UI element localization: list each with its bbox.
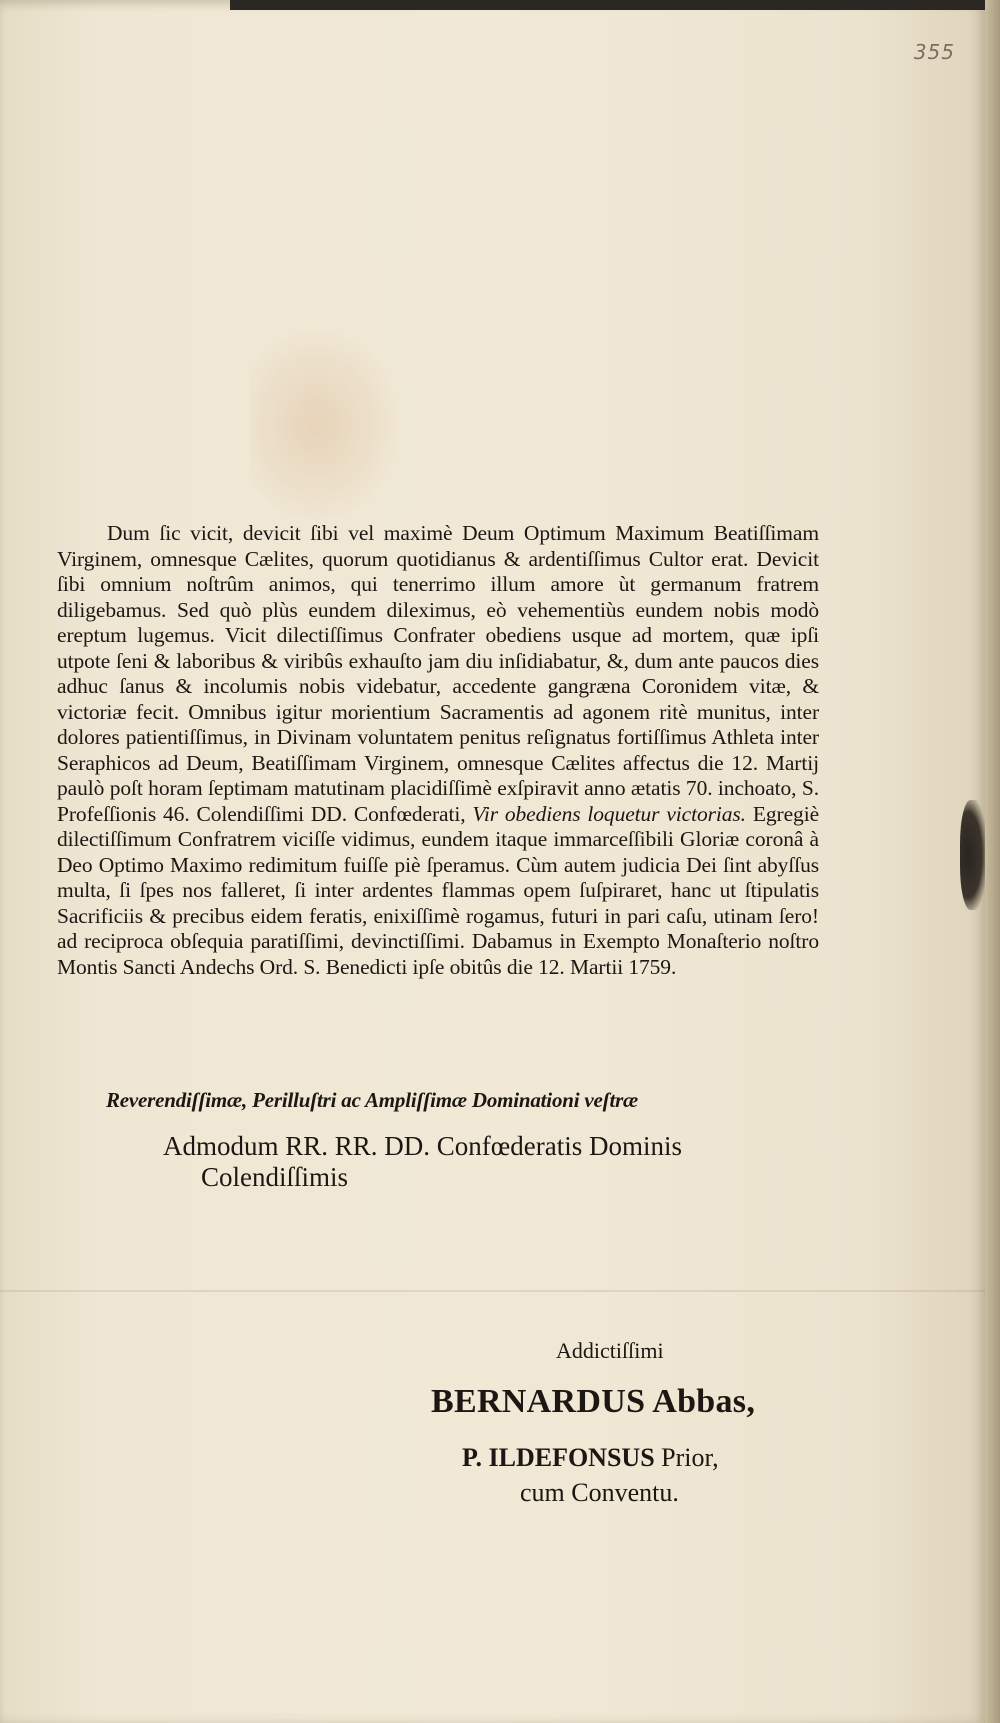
ink-blot: [960, 800, 985, 910]
addressee-line-1: Admodum RR. RR. DD. Confœderatis Dominis: [163, 1131, 683, 1161]
prior-role: Prior,: [661, 1443, 719, 1472]
page-edge: [985, 0, 1000, 1723]
addressee-line-2: Colendiſſimis: [201, 1162, 349, 1192]
signature-convent: cum Conventu.: [520, 1478, 679, 1507]
page-number: 355: [913, 40, 955, 64]
scan-top-strip: [230, 0, 985, 10]
signature-prior: [462, 1443, 719, 1473]
prior-name: P. ILDEFONSUS: [462, 1443, 655, 1472]
closing: Addictiſſimi: [556, 1338, 664, 1363]
paper-stain: [250, 330, 400, 520]
body-text-part-1: Dum ſic vicit, devicit ſibi vel maximè Deum Optimum Maximum Beatiſſimam Virginem, omnesque Cælites, quorum quotidianus & ardentiſſimus Cultor erat. Devicit ſibi omnium noſtrûm animos, qui tenerrimo illum amore ùt germanum fratrem diligebamus. Sed quò plùs eundem dileximus, eò vehementiùs eundem nobis modò ereptum lugemus. Vicit dilectiſſimus Confrater obediens usque ad mortem, quæ ipſi utpote ſeni & laboribus & viribûs exhauſto jam diu inſidiabatur, &, dum ante paucos dies adhuc ſanus & incolumis nobis videbatur, accedente gangræna Coronidem vitæ, & victoriæ fecit. Omnibus igitur morientium Sacramentis ad agonem ritè munitus, inter dolores patientiſſimus, in Divinam voluntatem penitus reſignatus fortiſſimus Athleta inter Seraphicos ad Deum, Beatiſſimam Virginem, omnesque Cælites affectus die 12. Martij paulò poſt horam ſeptimam matutinam placidiſſimè exſpiravit anno ætatis 70. inchoato, S. Profeſſionis 46. Colendiſſimi DD. Confœderati,: [57, 521, 819, 826]
salutation: Reverendiſſimæ, Perilluſtri ac Ampliſſimæ Dominationi veſtræ: [106, 1088, 639, 1112]
signature-abbot: BERNARDUS Abbas,: [431, 1383, 756, 1420]
body-text-part-2: Egregiè dilectiſſimum Confratrem viciſſe vidimus, eundem itaque immarceſſibili Gloriæ coronâ à Deo Optimo Maximo redimitum fuiſſe piè ſperamus. Cùm autem judicia Dei ſint abyſſus multa, ſi ſpes nos falleret, ſi inter ardentes flammas opem ſuſpiraret, hanc ut ſtipulatis Sacrificiis & precibus eidem feratis, enixiſſimè rogamus, futuri in pari caſu, utinam ſero! ad reciproca obſequia paratiſſimi, devinctiſſimi. Dabamus in Exempto Monaſterio noſtro Montis Sancti Andechs Ord. S. Benedicti ipſe obitûs die 12. Martii 1759.: [57, 801, 820, 979]
addressee: [163, 1131, 682, 1193]
body-text-italic-quote: Vir obediens loquetur victorias.: [472, 801, 746, 826]
paper-fold: [0, 1290, 985, 1292]
body-paragraph: [57, 521, 819, 980]
